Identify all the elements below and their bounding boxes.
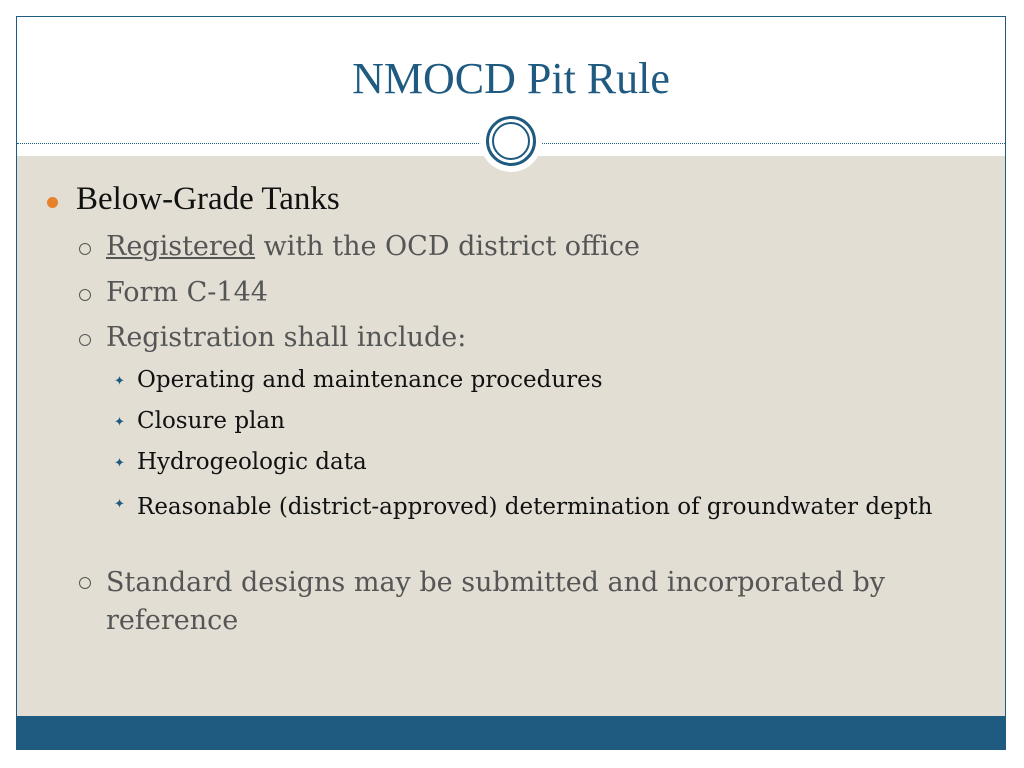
level2-item-standard-designs: Standard designs may be submitted and incorporated by reference <box>106 567 885 636</box>
registered-underlined: Registered <box>106 231 256 262</box>
level3-item: Closure plan <box>137 408 285 434</box>
level2-item-registration: Registration shall include: <box>106 322 467 353</box>
open-circle-bullet-icon <box>79 577 91 589</box>
level3-item: Operating and maintenance procedures <box>137 367 603 393</box>
level1-item: Below-Grade Tanks <box>76 181 340 217</box>
star-bullet-icon: ✦ <box>114 415 125 430</box>
star-bullet-icon: ✦ <box>114 497 125 512</box>
slide-frame <box>16 16 1006 750</box>
registered-rest: with the OCD district office <box>255 231 640 262</box>
level2-item-form: Form C-144 <box>106 277 268 308</box>
open-circle-bullet-icon <box>79 289 91 301</box>
inner-ring-icon <box>492 122 530 160</box>
open-circle-bullet-icon <box>79 334 91 346</box>
footer-bar <box>17 716 1005 750</box>
level3-item: Hydrogeologic data <box>137 449 367 475</box>
level3-item: Reasonable (district-approved) determination of groundwater depth <box>137 494 933 520</box>
star-bullet-icon: ✦ <box>114 456 125 471</box>
slide-title: NMOCD Pit Rule <box>352 54 670 103</box>
level2-item-registered <box>106 231 640 262</box>
filled-circle-bullet-icon <box>47 197 58 208</box>
open-circle-bullet-icon <box>79 243 91 255</box>
star-bullet-icon: ✦ <box>114 374 125 389</box>
